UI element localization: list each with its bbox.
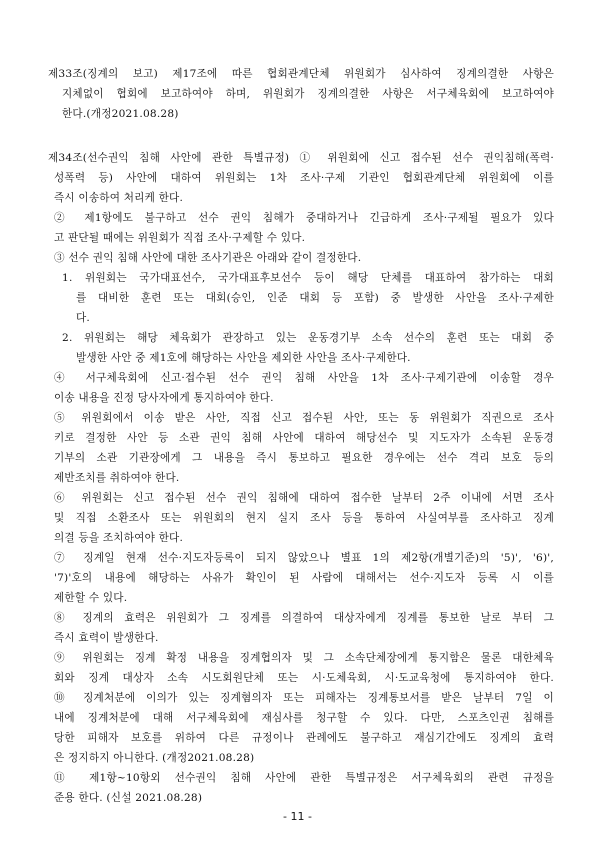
paragraph-10-line-4: 은 정지하지 아니한다. (개정2021.08.28) — [54, 752, 255, 764]
paragraph-10-line-2: 내에 징계처분에 대해 서구체육회에 재심사를 청구할 수 있다. 다만, 스포츠인권 침해를 — [54, 712, 554, 724]
paragraph-7-line-3: 제한할 수 있다. — [54, 592, 128, 604]
paragraph-8-line-2: 즉시 효력이 발생한다. — [54, 632, 159, 644]
paragraph-5-line-1: ⑤ 위원회에서 이송 받은 사안, 직접 신고 접수된 사안, 또는 동 위원회가 직권으로 조사 — [54, 412, 554, 424]
article-33-line-1: 제33조(징계의 보고) 제17조에 따른 협회관계단체 위원회가 심사하여 징계의결한 사항은 — [48, 68, 554, 80]
paragraph-5-line-3: 기부의 소관 기관장에게 그 내용을 즉시 통보하고 필요한 경우에는 선수 격리 보호 등의 — [54, 452, 554, 464]
paragraph-4-line-1: ④ 서구체육회에 신고·접수된 선수 권익 침해 사안을 1차 조사·구제기관에 이송할 경우 — [54, 372, 554, 384]
item-1-line-3: 다. — [76, 312, 91, 324]
article-34-line-1: 제34조(선수권익 침해 사안에 관한 특별규정) ① 위원회에 신고 접수된 선수 권익침해(폭력· — [48, 152, 554, 164]
paragraph-6-line-1: ⑥ 위원회는 신고 접수된 선수 권익 침해에 대하여 접수한 날부터 2주 이내에 서면 조사 — [54, 492, 554, 504]
paragraph-10-line-1: ⑩ 징계처분에 이의가 있는 징계혐의자 또는 피해자는 징계통보서를 받은 날부터 7일 이 — [54, 692, 554, 704]
paragraph-11-line-2: 준용 한다. (신설 2021.08.28) — [54, 792, 203, 804]
item-1-line-2: 를 대비한 훈련 또는 대회(승인, 인준 대회 등 포함) 중 발생한 사안을 조사·구제한 — [76, 292, 554, 304]
paragraph-5-line-2: 키로 결정한 사안 등 소관 권익 침해 사안에 대하여 해당선수 및 지도자가 소속된 운동경 — [54, 432, 554, 444]
article-34-line-3: 즉시 이송하여 처리케 한다. — [54, 192, 184, 204]
paragraph-9-line-2: 회와 징계 대상자 소속 시도회원단체 또는 시·도체육회, 시·도교육청에 통지하여야 한다. — [54, 672, 554, 684]
paragraph-6-line-3: 의결 등을 조치하여야 한다. — [54, 532, 184, 544]
paragraph-3: ③ 선수 권익 침해 사안에 대한 조사기관은 아래와 같이 결정한다. — [54, 252, 362, 264]
article-34-line-2: 성폭력 등) 사안에 대하여 위원회는 1차 조사·구제 기관인 협회관계단체 위원회에 이를 — [54, 172, 554, 184]
page-number: - 11 - — [283, 810, 312, 823]
item-2-line-1: 2. 위원회는 해당 체육회가 관장하고 있는 운동경기부 소속 선수의 훈련 또는 대회 중 — [62, 332, 554, 344]
paragraph-9-line-1: ⑨ 위원회는 징계 확정 내용을 징계협의자 및 그 소속단체장에게 통지함은 물론 대한체육 — [54, 652, 554, 664]
item-1-line-1: 1. 위원회는 국가대표선수, 국가대표후보선수 등이 해당 단체를 대표하여 참가하는 대회 — [62, 272, 554, 284]
paragraph-4-line-2: 이송 내용을 진정 당사자에게 통지하여야 한다. — [54, 392, 274, 404]
article-33-line-3: 한다.(개정2021.08.28) — [62, 108, 179, 120]
paragraph-2-line-2: 고 판단될 때에는 위원회가 직접 조사·구제할 수 있다. — [54, 232, 306, 244]
paragraph-8-line-1: ⑧ 징계의 효력은 위원회가 그 징계를 의결하여 대상자에게 징계를 통보한 날로 부터 그 — [54, 612, 554, 624]
paragraph-2-line-1: ② 제1항에도 불구하고 선수 권익 침해가 중대하거나 긴급하게 조사·구제될 필요가 있다 — [54, 212, 554, 224]
article-33-line-2: 지체없이 협회에 보고하여야 하며, 위원회가 징계의결한 사항은 서구체육회에 보고하여야 — [62, 88, 554, 100]
item-2-line-2: 발생한 사안 중 제1호에 해당하는 사안을 제외한 사안을 조사·구제한다. — [76, 352, 411, 364]
paragraph-10-line-3: 당한 피해자 보호를 위하여 다른 규정이나 관례에도 불구하고 재심기간에도 징계의 효력 — [54, 732, 554, 744]
paragraph-5-line-4: 제반조치를 취하여야 한다. — [54, 472, 180, 484]
paragraph-11-line-1: ⑪ 제1항~10항외 선수권익 침해 사안에 관한 특별규정은 서구체육회의 관련 규정을 — [54, 772, 554, 784]
paragraph-7-line-2: '7)'호의 내용에 해당하는 사유가 확인이 된 사람에 대해서는 선수·지도자 등록 시 이를 — [54, 572, 554, 584]
paragraph-7-line-1: ⑦ 징계일 현재 선수·지도자등록이 되지 않았으나 별표 1의 제2항(개별기준)의 '5)', '6)', — [54, 552, 554, 564]
paragraph-6-line-2: 및 직접 소환조사 또는 위원회의 현지 실지 조사 등을 통하여 사실여부를 조사하고 징계 — [54, 512, 554, 524]
